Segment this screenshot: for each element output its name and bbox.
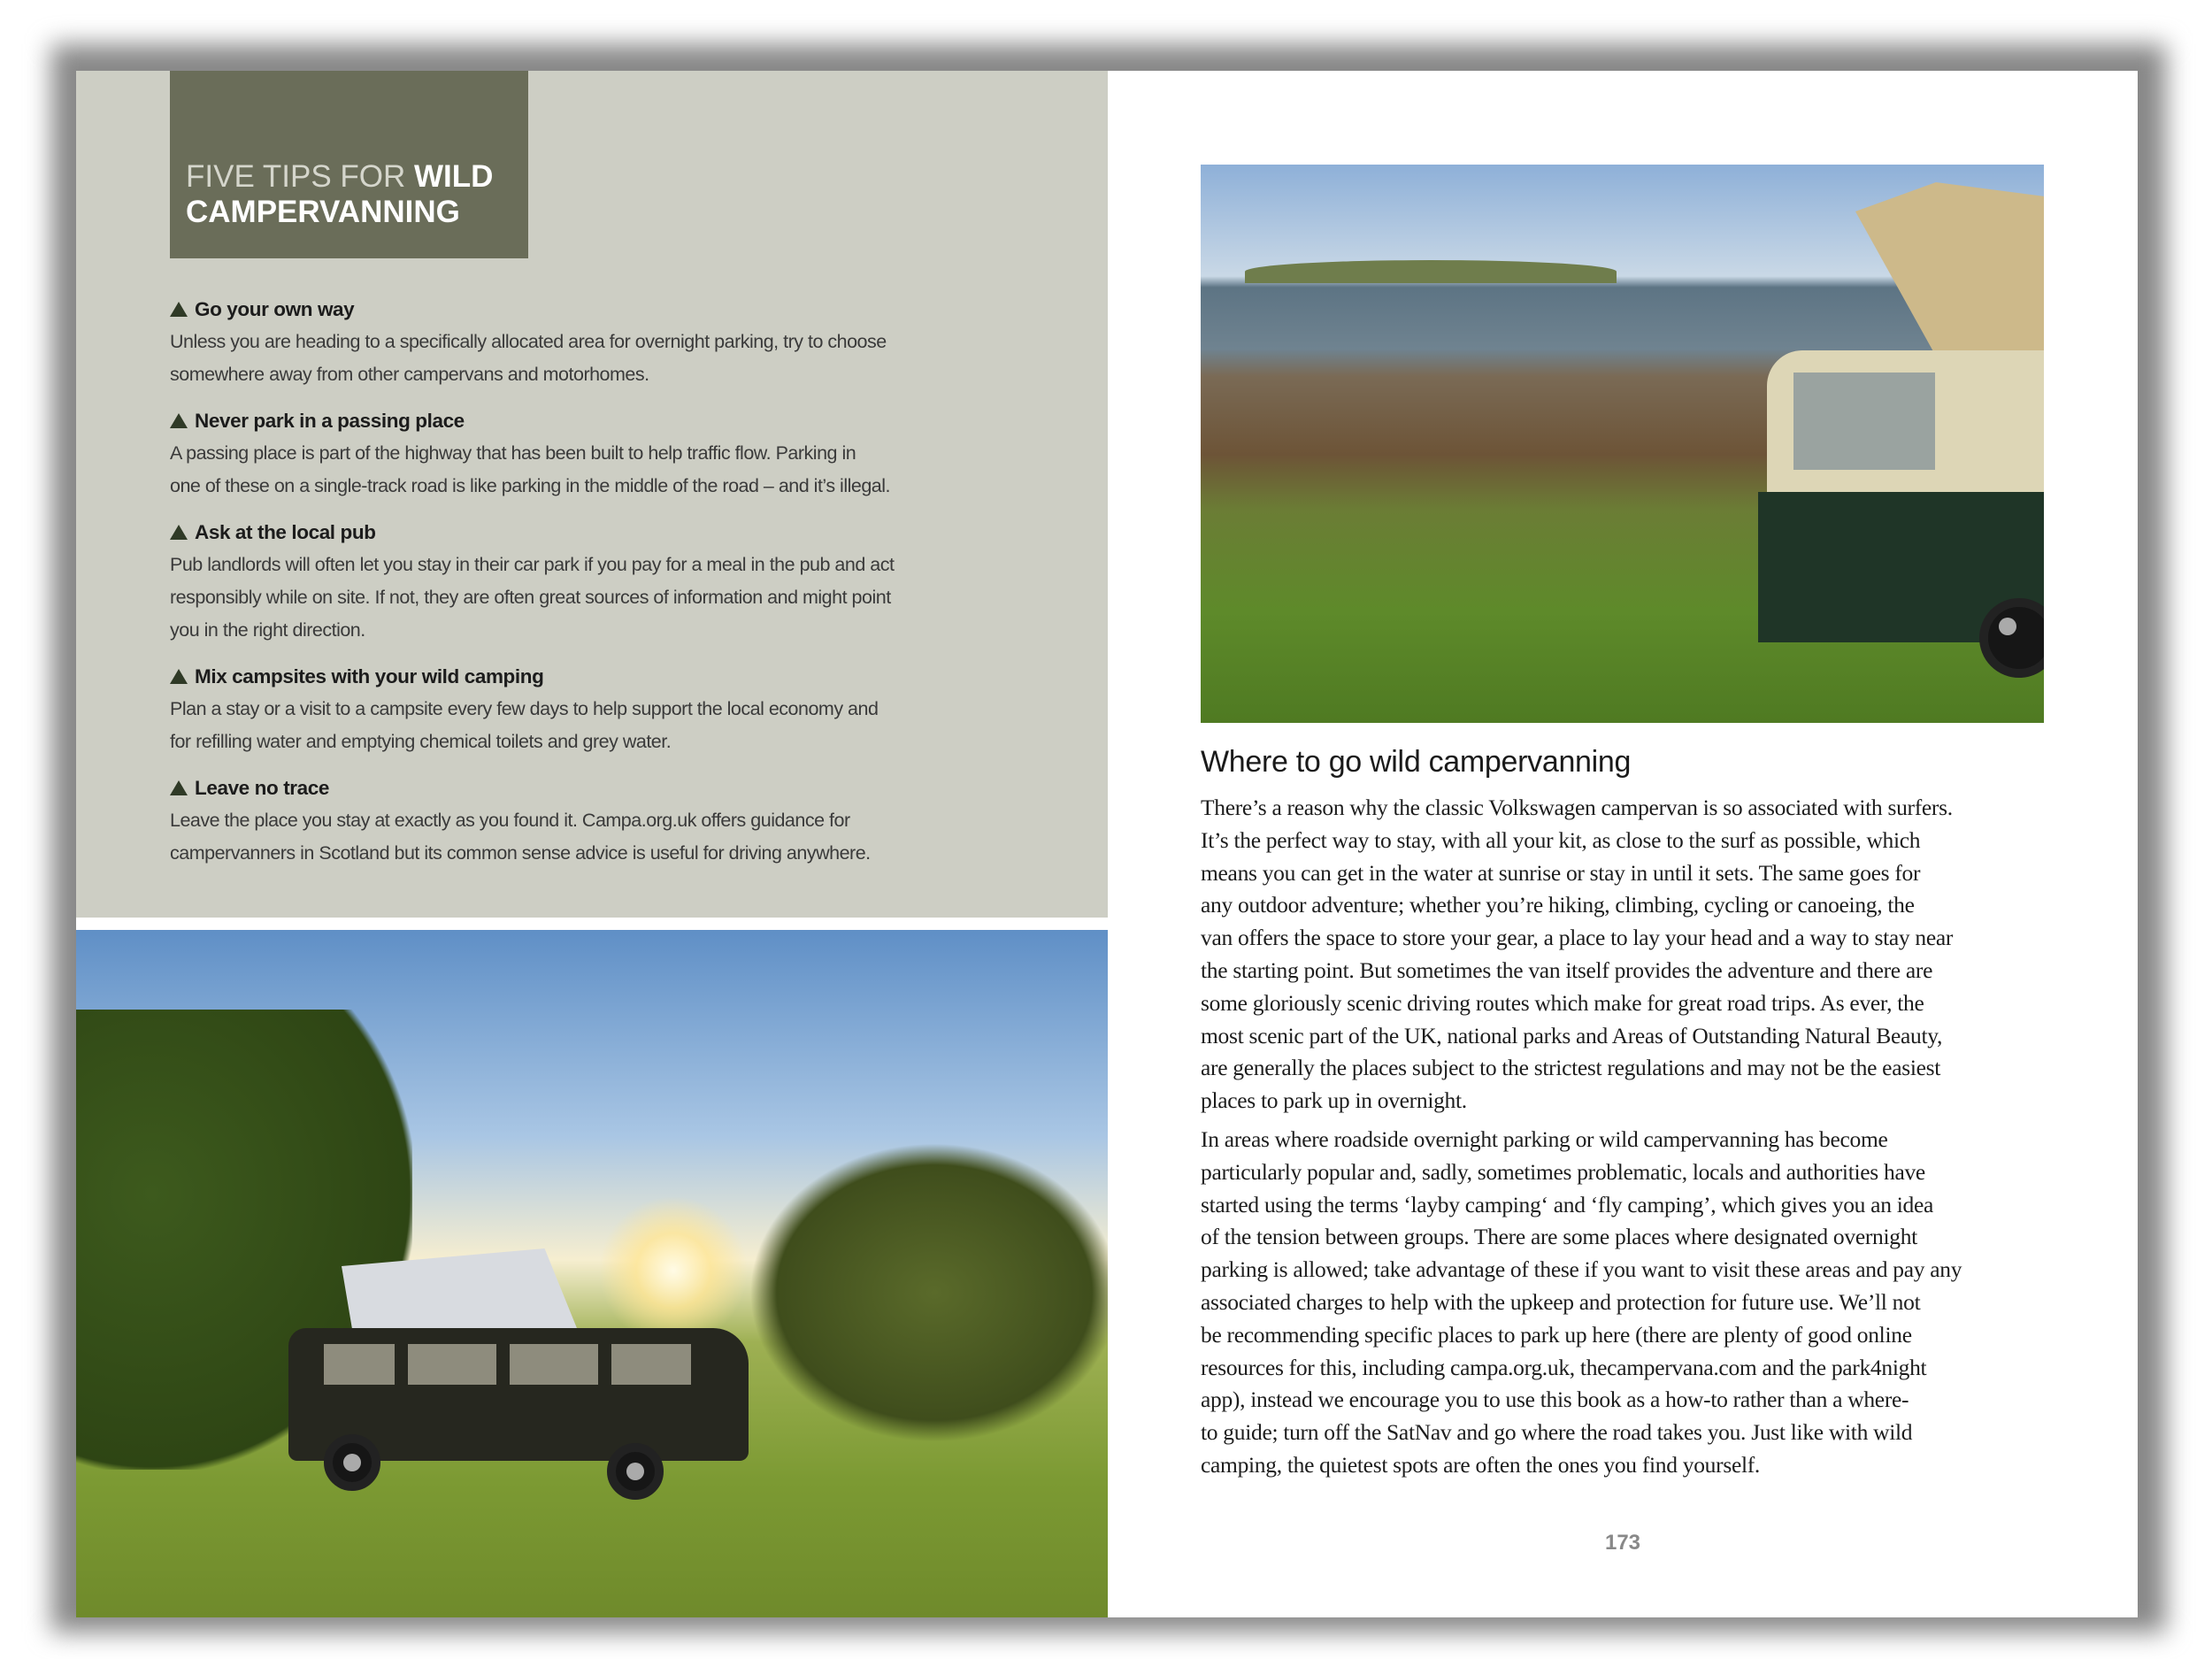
body-line: camping, the quietest spots are often the ones you find yourself. [1201, 1451, 1761, 1478]
paragraph [1201, 1124, 2050, 1482]
tips-panel [76, 71, 1108, 918]
triangle-bullet-icon [170, 413, 188, 428]
triangle-bullet-icon [170, 525, 188, 540]
body-line: to guide; turn off the SatNav and go where the road takes you. Just like with wild [1201, 1419, 1913, 1446]
tip-item [170, 772, 1019, 870]
body-line: are generally the places subject to the strictest regulations and may not be the easiest [1201, 1055, 1941, 1081]
tip-heading [170, 294, 1019, 326]
right-page [1108, 71, 2138, 1617]
body-line: the starting point. But sometimes the van itself provides the adventure and there are [1201, 956, 1933, 983]
campervan-image [1705, 182, 2044, 713]
tips-list [170, 294, 1019, 884]
body-line: most scenic part of the UK, national parks and Areas of Outstanding Natural Beauty, [1201, 1022, 1943, 1048]
body-line: any outdoor adventure; whether you’re hiking, climbing, cycling or canoeing, the [1201, 892, 1915, 918]
tip-text-line: Leave the place you stay at exactly as you found it. Campa.org.uk offers guidance for [170, 810, 850, 831]
tip-text-line: Plan a stay or a visit to a campsite every few days to help support the local economy and [170, 698, 879, 719]
tip-heading [170, 772, 1019, 804]
tip-heading-text: Leave no trace [195, 777, 329, 799]
triangle-bullet-icon [170, 302, 188, 317]
body-line: means you can get in the water at sunrise or stay in until it sets. The same goes for [1201, 859, 1921, 886]
campervan-sunset-photo [76, 930, 1108, 1617]
title-light: FIVE TIPS FOR [186, 159, 415, 194]
body-line: parking is allowed; take advantage of these if you want to visit these areas and pay any [1201, 1256, 1962, 1283]
tip-text-line: one of these on a single-track road is like parking in the middle of the road – and it’s illegal. [170, 475, 890, 496]
tip-heading-text: Mix campsites with your wild camping [195, 665, 544, 687]
title-bold-1: WILD [414, 159, 494, 194]
campervan-coast-photo [1201, 165, 2044, 723]
body-line: app), instead we encourage you to use this book as a how-to rather than a where- [1201, 1386, 1909, 1413]
tip-text-line: campervanners in Scotland but its common sense advice is useful for driving anywhere. [170, 842, 871, 864]
body-line: started using the terms ‘layby camping‘ and ‘fly camping’, which gives you an idea [1201, 1191, 1933, 1217]
body-line: In areas where roadside overnight parking or wild campervanning has become [1201, 1125, 1888, 1152]
tip-text-line: Pub landlords will often let you stay in their car park if you pay for a meal in the pub and act [170, 554, 895, 575]
triangle-bullet-icon [170, 669, 188, 684]
tip-heading-text: Never park in a passing place [195, 410, 465, 432]
page-number: 173 [1604, 1531, 1641, 1555]
body-line: van offers the space to store your gear, a place to lay your head and a way to stay near [1201, 925, 1954, 951]
tip-heading [170, 405, 1019, 437]
tip-text-line: for refilling water and emptying chemical toilets and grey water. [170, 731, 672, 752]
body-line: resources for this, including campa.org.uk, thecampervana.com and the park4night [1201, 1354, 1927, 1380]
tip-text-line: A passing place is part of the highway that has been built to help traffic flow. Parking in [170, 442, 856, 464]
tip-item [170, 294, 1019, 391]
body-line: There’s a reason why the classic Volkswagen campervan is so associated with surfers. [1201, 795, 1953, 820]
paragraph [1201, 792, 2050, 1118]
tip-item [170, 517, 1019, 647]
campervan-image [288, 1248, 749, 1479]
body-line: associated charges to help with the upkeep and protection for future use. We’ll not [1201, 1288, 1921, 1315]
tip-heading [170, 517, 1019, 549]
tip-text-line: you in the right direction. [170, 619, 365, 641]
tip-heading-text: Go your own way [195, 298, 355, 320]
body-line: places to park up in overnight. [1201, 1087, 1467, 1114]
tip-item [170, 405, 1019, 503]
tip-text-line: responsibly while on site. If not, they are often great sources of information and might point [170, 587, 891, 608]
body-line: particularly popular and, sadly, sometimes problematic, locals and authorities have [1201, 1158, 1925, 1185]
section-heading: Where to go wild campervanning [1201, 745, 1632, 779]
tip-item [170, 661, 1019, 758]
tips-title-box [170, 71, 528, 258]
body-line: some gloriously scenic driving routes which make for great road trips. As ever, the [1201, 989, 1924, 1016]
body-text [1201, 792, 2050, 1488]
triangle-bullet-icon [170, 780, 188, 795]
title-bold-2: CAMPERVANNING [186, 195, 460, 229]
tip-heading [170, 661, 1019, 693]
tip-text-line: Unless you are heading to a specifically allocated area for overnight parking, try to choose [170, 331, 887, 352]
tip-heading-text: Ask at the local pub [195, 521, 376, 543]
tip-text-line: somewhere away from other campervans and motorhomes. [170, 364, 649, 385]
book-spread [76, 71, 2138, 1617]
body-line: It’s the perfect way to stay, with all your kit, as close to the surf as possible, which [1201, 826, 1921, 853]
body-line: of the tension between groups. There are some places where designated overnight [1201, 1224, 1917, 1250]
body-line: be recommending specific places to park up here (there are plenty of good online [1201, 1321, 1912, 1348]
